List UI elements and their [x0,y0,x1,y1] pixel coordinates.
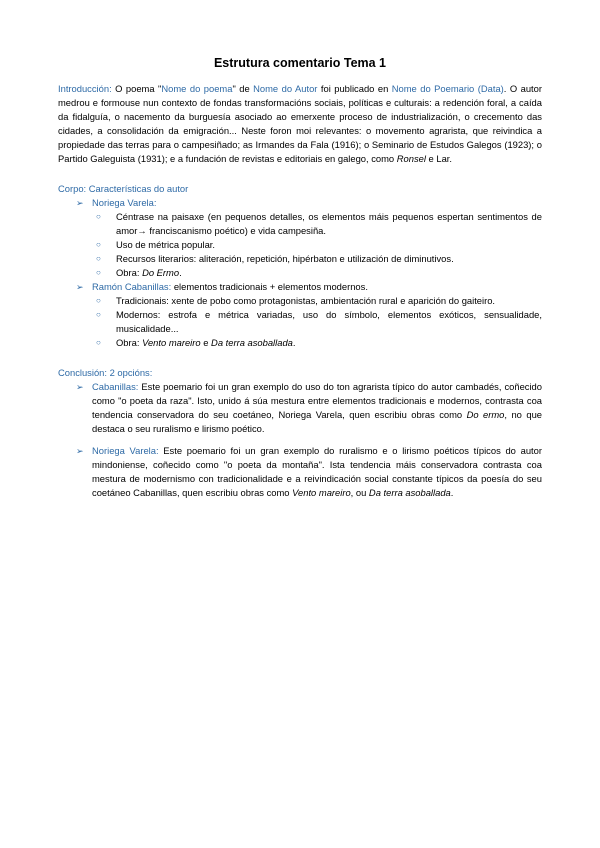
intro-paragraph: Introducción: O poema "Nome do poema" de Nome do Autor foi publicado en Nome do Poemario (Data). O autor medrou e formouse nun contexto de fondas transformacións sociais, políticas e culturais: a redención foral, a caída da fidalguía, o nacemento da burguesía asociado ao emerxente proceso de industrialización, o crecemento das cidades, a consolidación da emigración... Neste foron moi relevantes: o movemento agrarista, que reivindica a propiedade das terras para o campesiñado; as Irmandes da Fala (1916); o Seminario de Estudos Galegos (1923); o Partido Galeguista (1931); e a fundación de revistas e editoriais en galego, como Ronsel e Lar. [58,83,542,164]
circle-bullet-icon: ○ [96,240,101,249]
list-item-conclusion-noriega: ➢ Noriega Varela: Este poemario foi un gran exemplo do ruralismo e o lirismo poéticos típicos do autor mindoniense, coñecido como "o poeta da montaña". Ista tendencia máis conservadora contrasta coa mestura de modernismo con tradicionalidade e a reivindicación social constante típicos da poesía do seu coetáneo Cabanillas, quen escribiu obras como Vento mareiro, ou Da terra asoballada. [76,445,542,498]
noriega-label: Noriega Varela: [92,197,157,208]
page-title: Estrutura comentario Tema 1 [213,56,387,70]
book-name: Nome do Poemario (Data) [391,83,504,94]
circle-bullet-icon: ○ [96,310,101,319]
cabanillas-label: Ramón Cabanillas: [92,281,172,292]
conclusion-heading: Conclusión: 2 opcións: [58,367,153,378]
spacer [58,436,542,444]
list-item-obra: ○ Obra: Do Ermo. [96,267,182,278]
circle-bullet-icon: ○ [96,268,101,277]
list-item: ○ Céntrase na paisaxe (en pequenos detalles, os elementos máis pequenos espertan sentimentos de amor→ franciscanismo poético) e vida campesiña. [96,211,542,236]
circle-bullet-icon: ○ [96,338,101,347]
intro-label: Introducción: [58,83,112,94]
cabanillas-sublist [92,294,542,350]
noriega-sublist [92,210,542,280]
arrow-bullet-icon: ➢ [76,382,84,392]
list-item-obra: ○ Obra: Vento mareiro e Da terra asoballada. [96,337,296,348]
list-item-noriega [58,196,542,280]
list-item: ○ Uso de métrica popular. [96,239,216,250]
author-name: Nome do Autor [253,83,318,94]
circle-bullet-icon: ○ [96,254,101,263]
list-item: ○ Recursos literarios: aliteración, repetición, hipérbaton e utilización de diminutivos. [96,253,454,264]
poem-name: Nome do poema [161,83,233,94]
list-item-cabanillas: ➢ Ramón Cabanillas: elementos tradicionais + elementos modernos. ○ Tradicionais: xente de pobo como protagonistas, ambientación rural e aparición do gaiteiro. ○ Modernos: estrofa e métrica variadas, uso do símbolo, elementos exóticos, sensualidade, musicalidade... ○ Obra: Vento mareiro e Da terra asoballada. [76,281,542,348]
ronsel-title: Ronsel [396,153,426,164]
arrow-bullet-icon: ➢ [76,282,84,292]
corpo-heading: Corpo: Características do autor [58,183,189,194]
list-item: ○ Modernos: estrofa e métrica variadas, uso do símbolo, elementos exóticos, sensualidade, musicalidade... [96,309,542,334]
circle-bullet-icon: ○ [96,296,101,305]
arrow-bullet-icon: ➢ [76,446,84,456]
arrow-bullet-icon: ➢ [76,198,84,208]
corpo-list [58,196,542,350]
list-item: ○ Tradicionais: xente de pobo como protagonistas, ambientación rural e aparición do gaiteiro. [96,295,496,306]
circle-bullet-icon: ○ [96,212,101,221]
list-item-conclusion-cabanillas: ➢ Cabanillas: Este poemario foi un gran exemplo do uso do ton agrarista típico do autor cambadés, coñecido como "o poeta da raza". Isto, unido á súa mestura entre elementos tradicionais e modernos, contrasta coa tendencia conservadora do seu coetáneo, Noriega Varela, quen escribiu obras como Do ermo, no que destaca o seu ruralismo e lirismo poético. [76,381,542,434]
conclusion-list [58,380,542,500]
